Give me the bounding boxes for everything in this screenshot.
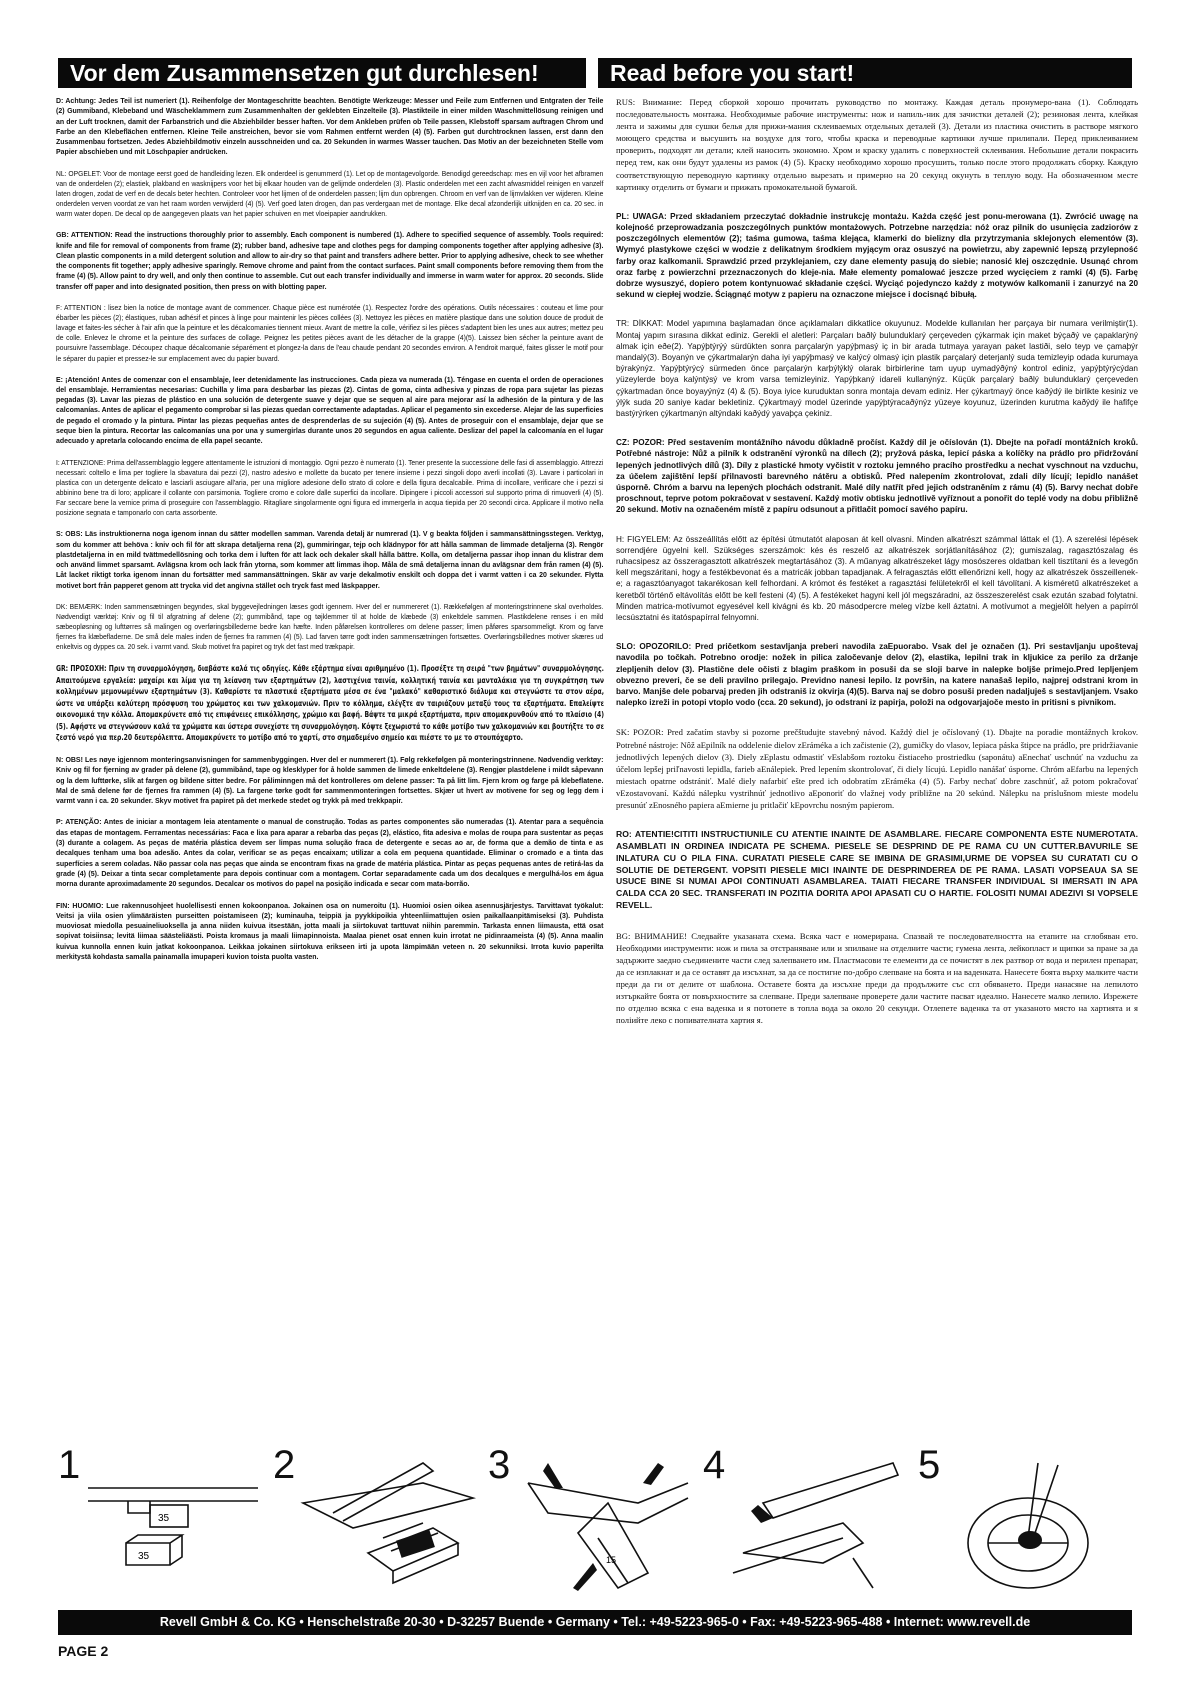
instructions-bg: BG: ВНИМАНИЕ! Следвайте указаната схема. Всяка част е номерирана. Спазвай те последователността на етапите на сглобяван ето. Необходими инструменти: нож и пила за отстраняване или и зпилване на отделните части; гумена лента, лейкопласт и щипки за пране за да задържите заедно съединените части след залепването им. Пластмасови те елементи да се почистят в лек разтвор от вода и перилен препарат, да се изплакнат и да се оставят да изсъхнат, за да се постигне по-добро слепване на боята и на ваденката. Нанесете боята върху малките части преди да ги от делите от шаблона. Оставете боята да изсъхне преди да продължите със сгл обяването. Преди нанасяне на лепилото изтъркайте боята от повърхностите за слепване. Преди залепване проверете дали частите пасват идеално. Нанесете малко лепило. Изрежете по отделно всяка с ена ваденка и я потопете в топла вода за около 20 секунди. Отлепете ваденка та от указаното място на хартията и я поліийте леко с попивателната хартия я. bbox=[616, 930, 1138, 1026]
right-column bbox=[616, 96, 1138, 1037]
footer-bar: Revell GmbH & Co. KG • Henschelstraße 20-30 • D-32257 Buende • Germany • Tel.: +49-5223-965-0 • Fax: +49-5223-965-488 • Internet: www.revell.de bbox=[58, 1610, 1132, 1635]
instructions-s: S: OBS: Läs instruktionerna noga igenom innan du sätter modellen samman. Varenda detalj är numrerad (1). V g beakta följden i sammansättningsstegen. Verktyg, som du kommer att behöva : kniv och fil för att skrapa detaljerna rena (2), gummiringar, tejp och klädnypor för att hålla samman de limmade detaljerna (3). Rengör plastdetaljerna in en mild tvättmedellösning och torka dem i luften för att lack och dekaler skall hålla bättre. Kolla, om detaljerna passar ihop innan du klistrar dem och använd limmet sparsamt. Avlägsna krom och lack från ytorna, som kommer att limmas ihop. Måla de små detaljerna innan du avlägsnar dem från ramen (4) (5). Låt lacket riktigt torka igenom innan du fortsätter med sammansättningen. Skär av varje dekalmotiv enskilt och doppa det i varmt vatten i ca 20 sekunder. Flytta motivet bort från papperet genom att trycka vid det angivna stället och tryck fast med läskpapper. bbox=[56, 529, 604, 590]
instructions-tr: TR: DİKKAT: Model yapımına başlamadan önce açıklamaları dikkatlice okuyunuz. Modelde kullanılan her parçaya bir numara verilmiştir(1). Montaj yapım sırasına dikkat ediniz. Gerekli el aletleri: Parçaları baðlý bulunduklarý çerçeveden çýkarmak için maket býçaðý ve çapaklarýný almak için eðe(2). Yapýþtýrýý sürdükten sonra parçalarýn yapýþmasý iç in bir arada tutmaya yarayan paket lastiði, selo teyp ve çamaþýr mandalý(3). Boyanýn ve çýkartmalarýn daha iyi yapýþmasý ve kalýcý olmasý için plastik parçalarý deterjanlý suda temizleyip odada kurumaya býrakýnýz. Yapýþtýrýcý sürmeden önce parçalarýn karþýlýklý olarak birbirlerine tam uyup uymadýðýný kontrol ediniz, yapýþtýrýcýdan yüzeylerde boya kalýntýsý ve krom varsa temizleyiniz. Yapýþkaný idareli kullanýnýz. Küçük parçalarý baðlý bulunduklarý çerçeveden çýkartmadan önce boyayýnýz (4) & (5). Boya iyice kuruduktan sonra montaja devam ediniz. Her çýkartmayý önce kaðýdý ile birlikte kesiniz ve ýlýk suda 20 saniye kadar bekletiniz. Çýkartmayý model üzerinde yapýþtýracaðýnýz yüzeye koyunuz, üzerinden kurutma kaðýdý ile hafifçe bastýrýrken çýkartmanýn altýndaki kaðýdý yavaþça çekiniz. bbox=[616, 319, 1138, 418]
instructions-h: H: FIGYELEM: Az összeállítás előtt az építési útmutatót alaposan át kell olvasni. Minden alkatrészt számmal láttak el (1). A szerelési lépések sorrendjére ügyelni kell. Szükséges szerszámok: kés és reszelő az alkatrészek sorjátlanításához (2); gumiszalag, ragasztószalag és ruhacsipesz az összeragasztott alkatrészek megtartásához (3). A műanyag alkatrészeket lágy mosószeres oldatban kell tisztítani és a levegőn kell megszáritani, hogy a festékbevonat és a matricák jobban tapadjanak. A felragasztás előtt ellenőrizni kell, hogy az alkatrészek összeillenek-e; a ragasztóanyagot takarékosan kell felhordani. A krómot és festéket a ragasztási felületekről el kell távolítani. A kisméretű alkatrészeket a keretből történő eltávolítás előtt be kell festeni (4) (5). A festékeket hagyni kell jól megszáradni, az összeszerelést csak ezután szabad folytatni. Minden matrica-motívumot egyesével kell kivágni és kb. 20 másodpercre meleg vízbe kell áztatni. A motívumot a megjelölt helyen a papírról lecsúsztatni és itatóspapírral felnyomni. bbox=[616, 534, 1138, 623]
step-5 bbox=[918, 1443, 1123, 1593]
header-left-title: Vor dem Zusammensetzen gut durchlesen! bbox=[58, 58, 586, 88]
instructions-gb: GB: ATTENTION: Read the instructions thoroughly prior to assembly. Each component is numbered (1). Adhere to specified sequence of assembly. Tools required: knife and file for removal of components from frame (2); rubber band, adhesive tape and clothes pegs for damping components together after applying adhesive (3). Clean plastic components in a mild detergent solution and allow to air-dry so that paint and transfers adhere better. Prior to applying adhesive, check to see whether the components fit together; apply adhesive sparingly. Remove chrome and paint from the contact surfaces. Paint small components before removing them from the frame (4) (5). Allow paint to dry well, and only then continue to assemble. Cut out each transfer individually and immerse in warm water for approx. 20 seconds. Slide transfer off paper and into designated position, then press on with blotting paper. bbox=[56, 230, 604, 291]
part-label: 15 bbox=[606, 1555, 617, 1565]
step-4-illustration bbox=[703, 1443, 908, 1593]
part-label: 35 bbox=[138, 1551, 150, 1562]
step-5-illustration bbox=[918, 1443, 1123, 1593]
assembly-steps-illustrations bbox=[58, 1443, 1133, 1593]
page-number: PAGE 2 bbox=[58, 1643, 109, 1659]
instructions-cz: CZ: POZOR: Před sestavením montážního návodu důkladně pročíst. Každý díl je očíslován (1). Dbejte na pořadí montážních kroků. Potřebné nástroje: Nůž a pilník k odstranění výronků na dílech (2); pryžová páska, lepicí páska a kolíčky na prádlo pro přidržování lepených jednotlivých dílů (3). Díly z plastické hmoty vyčistit v roztoku jemného pracího prostředku a nechat vyschnout na vzduchu, za účelem zajištění lepší přilnavosti barevného nátěru a obtisků. Před nalepením zkontrolovat, zdali díly lícují; lepidlo nanášet úsporně. Chróm a barvu na lepených plochách odstranit. Malé díly natřít před jejich odstraněním z rámu (4) (5). Barvy nechat dobře proschnout, teprve potom pokračovat v sestavení. Každý motiv obtisku jednotlivě vyříznout a ponořit do teplé vody na dobu přibližně 20 sekund. Motiv na označeném místě z papíru odsunout a přitlačit pomocí savého papíru. bbox=[616, 438, 1138, 515]
step-4 bbox=[703, 1443, 908, 1593]
step-2 bbox=[273, 1443, 478, 1593]
instructions-e: E: ¡Atención! Antes de comenzar con el ensamblaje, leer detenidamente las instrucciones. Cada pieza va numerada (1). Téngase en cuenta el orden de operaciones del ensamblaje. Herramientas necesarias: Cuchilla y lima para desbarbar las piezas (2). Cintas de goma, cinta adhesiva y pinzas de ropa para sujetar las piezas pegadas (3). Lavar las piezas de plástico en una solución de detergente suave y dejar que se sequen al aire para mejorar así la adhesión de la pintura y de las calcomanías. Antes de aplicar el pegamento comprobar si las piezas quedan correctamente adaptadas. Aplicar el pegamento sin excederse. Alejar de las superficies de pegado el cromado y la pintura. Pintar las piezas pequeñas antes de desprenderlas de su sujeción (4) (5). Antes de proseguir con el ensamblaje, dejar que se seque bien la pintura. Recortar las calcomanías una por una y sumergirlas durante unos 20 segundos en agua caliente. Deslizar del papel la calcomanía en el lugar adecuado y apretarla colocando encima de ella papel secante. bbox=[56, 374, 604, 446]
step-number: 3 bbox=[488, 1443, 511, 1487]
instructions-ro: RO: ATENTIE!CITITI INSTRUCTIUNILE CU ATENTIE INAINTE DE ASAMBLARE. FIECARE COMPONENTA ESTE NUMEROTATA. ASAMBLATI IN ORDINEA INDICATA PE SCHEMA. PIESELE SE DESPRIND DE PE RAMA CU UN CUTTER.BAVURILE SE INLATURA CU O PILA FINA. CURATATI PIESELE CARE SE IMBINA DE GRASIMI,URME DE VOPSEA SU CURATATI CU O SOLUTIE DE DETERGENT. VOPSITI PIESELE MICI INAINTE DE DESPRINDEREA DE PE RAMA. LASATI VOPSEAUA SA SE USUCE BINE SI NUMAI APOI CONTINUATI ASAMBLAREA. TAIATI FIECARE TRANSFER INDIVIDUAL SI IMERSATI IN APA CALDA CCA 20 SEC. TRANSFERATI IN POZITIA DORITA APOI APASATI CU O HARTIE. FOLOSITI NUMAI ADEZIVI SI VOPSELE REVELL. bbox=[616, 829, 1138, 910]
step-3-illustration bbox=[488, 1443, 693, 1593]
instructions-slo: SLO: OPOZORILO: Pred pričetkom sestavljanja preberi navodila zaEpuorabo. Vsak del je označen (1). Pri sestavljanju upoštevaj navodila po točkah. Potrebno orodje: nožek in pilica zaločevanje delov (2), elastika, lepilni trak in kljukice za perilo za držanje zlepljenih delov (3). Plastične dele očisti z blagim praškom in posuši da se sloji barve in nalepke boljše primejo.Pred lepljenjem obvezno preveri, če se deli pravilno prilegajo. Previdno nanesi lepilo. Iz površin, na katere nanašaš lepilo, najprej odstrani krom in barvo. Manjše dele pobarvaj preden jih odstraniš iz okvirja (4)(5). Barva naj se dobro posuši preden nadaljuješ s sestavljanjem. Vsako nalepko izreži in potopi vtoplo vodo (cca. 20 sekund), jo odstrani iz papirja, položi na odgovarjajoče mesto in pritisni s pivnikom. bbox=[616, 642, 1138, 708]
instructions-sk: SK: POZOR: Pred začatím stavby si pozorne prečštudujte stavebný návod. Každý diel je očíslovaný (1). Dbajte na poradie montážnych krokov. Potrebné nástroje: Nôž aEpilník na oddelenie dielov zEráméka a ich začistenie (2), gumičky do vlasov, lepiaca páska štipce na prádlo, pre pridržiavanie jednotlivých lepených dielov (3). Diely zEplastu odmastiť vEslabšom roztoku čistiaceho prostriedku (saponátu) aEnechať uschnúť na vzduchu za účelom lepšej priľnavosti lepidla, farieb aEnálepiek. Pred lepením skontrolovať, či diely lícujú. Lepidlo nanášať úsporne. Chróm aEfarbu na lepených miestach opatrne odstrániť. Malé diely nafarbiť ešte pred ich odobratím zEráméka (4) (5). Farby nechať dobre zaschnúť, až potom pokračovať vEzostavovaní. Každú nálepku vystrihnúť jednotlivo aEponoriť do vlažnej vody približne na 20 sekúnd. Nálepku na príslušnom mieste modelu presunúť zEnosného papiera aEmierne ju pritlačiť kEpovrchu nosným papierom. bbox=[616, 727, 1138, 811]
instructions-p: P: ATENÇÃO: Antes de iniciar a montagem leia atentamente o manual de construção. Todas as partes componentes são numeradas (1). Atentar para a sequência das etapas de montagem. Ferramentas necessárias: Faca e lixa para aparar a rebarba das peças (2), elástico, fita adesiva e molas de roupa para sustentar as peças (3) durante a colagem. As peças de matéria plástica devem ser limpas numa solução fraca de detergente e secas ao ar, de forma que a demão de tinta e as decalques tenham uma boa adesão. Antes da colar, verificar se as peças encaixam; utilizar a cola em pequena quantidade. Eliminar o cromado e a tinta das superfícies a serem coladas. Não passar cola nas peças que ainda se encontram fixas na grade de matéria plástica. Pintar as peças pequenas antes de retirá-las da grade (4) (5). Deixar a tinta secar completamente para depois continuar com a montagem. Cortar separadamente cada um dos decalques e mergulhá-los em água morna durante aproximadamente 20 segundos. Decalcar os motivos do papel na posição indicada e secar com mata-borrão. bbox=[56, 817, 604, 889]
instructions-gr: GR: ΠΡΟΣΟΧΗ: Πριν τη συναρμολόγηση, διαβάστε καλά τις οδηγίες. Κάθε εξάρτημα είναι αριθμημένο (1). Προσέξτε τη σειρά "των βημάτων" συναρμολόγησης. Απαιτούμενα εργαλεία: μαχαίρι και λίμα για τη λείανση των εξαρτημάτων (2), λαστιχένια ταινία, κολλητική ταινία και μανταλάκια για τη συγκράτηση των κολλημένων μεμονωμένων εξαρτημάτων (3). Καθαρίστε τα πλαστικά εξαρτήματα μέσα σε ένα "μαλακό" καθαριστικό διάλυμα και στεγνώστε τα στον αέρα, ώστε να υπάρξει καλύτερη πρόσφυση του χρώματος και των χαλκομανιών. Πριν το κόλλημα, ελέγξτε αν ταιριάζουν μεταξύ τους τα εξαρτήματα. Επαλείψτε οικονομικά την κόλλα. Απομακρύνετε από τις επιφάνειες επικόλλησης, χρώμιο και βαφή. Βάψτε τα μικρά εξαρτήματα, πριν απομακρυνθούν από το πλαίσιο (4) (5). Αφήστε να στεγνώσουν καλά τα χρώματα και ύστερα συνεχίστε τη συναρμολόγηση. Κόψτε ξεχωριστά το κάθε μοτίβο των χαλκομανιών και βουτήξτε το σε ζεστό νερό για περ.20 δευτερόλεπτα. Απομακρύνετε το μοτίβο από το χαρτί, στο σημαδεμένο σημείο και πιέστε το με το στουπόχαρτο. bbox=[56, 664, 604, 743]
step-number: 1 bbox=[58, 1443, 81, 1487]
instructions-nl: NL: OPGELET: Voor de montage eerst goed de handleiding lezen. Elk onderdeel is genummerd (1). Let op de montagevolgorde. Benodigd gereedschap: mes en vijl voor het afbramen van de onderdelen (2); elastiek, plakband en wasknijpers voor het bij elkaar houden van de gelijmde onderdelen (3). Plastic onderdelen met een zacht afwasmiddel reinigen en vanzelf laten drogen, zodat de verf en de decals beter hechten. Controleer voor het lijmen of de onderdelen passen; lijm dun opbrengen. Chroom en verf van de lijmvlakken ver wijderen. Kleine onderdelen verven voordat ze van het raam worden verwijderd (4) (5). Verf goed laten drogen, dan pas verdergaan met de montage. Elke decal afzonderlijk uitknijden en ca. 20 sec. in warm water dopen. De decal op de aangegeven plaats van het papier schuiven en met vloeipapier aandrukken. bbox=[56, 168, 604, 219]
part-label: 35 bbox=[158, 1513, 170, 1524]
instructions-f: F: ATTENTION : lisez bien la notice de montage avant de commencer. Chaque pièce est numérotée (1). Respectez l'ordre des opérations. Outils nécessaires : couteau et lime pour ébarber les pièces (2); élastiques, ruban adhésif et pinces à linge pour maintenir les pièces collées (3). Nettoyez les pièces en matière plastique dans une solution douce de produit de lavage et faites-les sécher à l'air afin que la peinture et les décalcomanies tiennent mieux. Avant de mettre la colle, vérifiez si les pièces s'adaptent bien les unes aux autres; mettez peu de colle. Enlevez le chrome et la peinture des surfaces de collage. Peignez les petites pièces avant de les détacher de la grappe (4)(5). Laissez bien sécher la peinture avant de poursuivre l'assemblage. Découpez chaque décalcomanie séparément et plongez-la dans de l'eau chaude pendant 20 secondes environ. A l'endroit marqué, faites glisser le motif pour le séparer du papier et pressez-le sur emplacement avec du papier buvard. bbox=[56, 303, 604, 363]
header-right-title: Read before you start! bbox=[598, 58, 1132, 88]
instructions-n: N: OBS! Les nøye igjennom monteringsanvisningen for sammenbyggingen. Hver del er nummerert (1). Følg rekkefølgen på monteringstrinnene. Nødvendig verktøy: Kniv og fil for fjerning av grader på delene (2), gummibånd, tape og klesklyper for å holde sammen de limede enkeltdelene (3). Rengjør plastdelene i mildt såpevann og la dem lufttørke, slik at fargen og bildene sitter bedre. For påliminngen må det kontrolleres om delene passer: Ta på litt lim. Fjern krom og farge på klebeflatene. Mal de små delene før de fjernes fra rammen (4) (5). La fargene tørke godt før sammenmonteringen fortsettes. Skjær ut hvert av motivene for seg og legg dem i varmt vann i ca. 20 sekunder. Skyv motivet fra papiret på det merkede stedet og trykk på med trekkpapir. bbox=[56, 754, 604, 806]
instructions-rus: RUS: Внимание: Перед сборкой хорошо прочитать руководство по монтажу. Каждая деталь пронумеро-вана (1). Соблюдать последовательность монтажа. Необходимые рабочие инструменты: нож и напиль-ник для зачистки деталей (2); резиновая лента, клейкая лента и зажимы для сушки белья для прижи-мания склеиваемых отдельных деталей (3). Детали из пластика очистить в растворе мягкого моющего средства и высушить на воздухе для того, чтобы краска и переводные картинки лучше прилипали. Перед приклеиванием проверить, подходят ли детали; клей наносить экономно. Хром и краску удалить с поверхностей склеивания. Небольшие детали покрасить перед тем, как они будут удалены из рамок (4) (5). Краску необходимо хорошо просушить, только после этого продолжать сборку. Каждую соответствующую переводную картинку отдельно вырезать и примерно на 20 секунд окунуть в теплую воду. На обозначенном месте картинку отделить от бумаги и прижать промокательной бумагой. bbox=[616, 97, 1138, 192]
instructions-pl: PL: UWAGA: Przed składaniem przeczytać dokładnie instrukcję montażu. Każda część jest ponu-merowana (1). Zwrócić uwagę na kolejność przeprowadzania poszczególnych punktów montażowych. Potrzebne narzędzia: nóż oraz pilnik do usunięcia zadziorów z poszczególnych elementów (2); taśma gumowa, taśma klejąca, klamerki do bielizny dla przytrzymania sklejonych elementów (3). Wymyć plastykowe części w wodzie z delikatnym środkiem myjącym oraz osuszyć na powietrzu, aby zapewnić lepszą przylepność farby oraz kalkomanii. Sprawdzić przed przyklejaniem, czy dane elementy pasują do siebie; nanosić klej oszczędnie. Usunąć chrom oraz farbę z powierzchni przeznaczonych do kleje-nia. Małe elementy pomalować jeszcze przed wycięciem z ramki (4) (5). Farbę dobrze wysuszyć, dopiero potem kontynuować składanie części. Wyciąć pojedynczo każdy z motywów kalkomanii i zanurzyć na 20 sekund w ciepłej wodzie. Ściągnąć motyw z papieru na oznaczone miejsce i docisnąć bibułą. bbox=[616, 211, 1138, 300]
instructions-i: I: ATTENZIONE: Prima dell'assemblaggio leggere attentamente le istruzioni di montaggio. Ogni pezzo è numerato (1). Tener presente la successione delle fasi di assemblaggio. Attrezzi necessari: coltello e lima per togliere la sbavatura dai pezzi (2), nastro adesivo e mollette da bucato per tenere insieme i pezzi singoli dopo averli incollati (3). Lavare i particolari in plastica con un detergente delicato e lasciarli asciugare all'aria, per una migliore adesione dello strato di colore e della figura decalcabile. Prima di incollare, verificare che i pezzi si abbinino bene tra di loro; applicare il collante con parsimonia. Togliere cromo e colore dalle superfici da incollare. Dipingere i piccoli accessori sul supporto prima di rimuoverli (4) (5). Far seccare bene la vernice prima di proseguire con l'assemblaggio. Ritagliare singolarmente ogni figura ed immergerla in acqua tiepida per 20 secondi circa. Applicare il motivo nella posizione segnata e tamponarlo con carta assorbente. bbox=[56, 457, 604, 518]
step-1 bbox=[58, 1443, 263, 1593]
instructions-de: D: Achtung: Jedes Teil ist numeriert (1). Reihenfolge der Montageschritte beachten. Benötigte Werkzeuge: Messer und Feile zum Entfernen und Entgraten der Teile (2) Gummiband, Klebeband und Wäscheklammern zum Zusammenhalten der geklebten Einzelteile (3). Plastikteile in einer milden Waschmittellösung reinigen und an der Luft trocknen, damit der Farbanstrich und die Abziehbilder besser haften. Vor dem Ankleben prüfen ob Teile passen, Klebstoff sparsam auftragen Chrom und Farbe an den Klebeflächen entfernen. Kleine Teile anstreichen, bevor sie vom Rahmen entfernt werden (4) (5). Farben gut durchtrocknen lassen, erst dann den Zusammenbau fortsetzen. Jedes Abziehbildmotiv einzeln ausschneiden und ca. 20 Sekunden in warmes Wasser tauchen. Das Motiv an der bezeichneten Stelle vom Papier abschieben und mit Löschpapier andrücken. bbox=[56, 96, 604, 157]
step-number: 4 bbox=[703, 1443, 726, 1487]
step-3 bbox=[488, 1443, 693, 1593]
instructions-fin: FIN: HUOMIO: Lue rakennusohjeet huolellisesti ennen kokoonpanoa. Jokainen osa on numeroitu (1). Huomioi osien oikea asennusjärjestys. Tarvittavat työkalut: Veitsi ja viila osien ylimääräisten purseitten poistamiseen (2); kuminauha, teippiä ja pyykkipoikia yhteenliimattujen osien paikallaanpitämiseksi (3). Puhdista muoviosat miedolla pesuaineliuoksella ja anna niiden kuivua itsestään, jotta maali ja siirtokuvat tarttuvat niihin paremmin. Tarkasta ennen liimausta, että osat sopivat toisiinsa; levitä liimaa säästeliäästi. Poista kromaus ja maali liimapinnoista. Maalaa pienet osat ennen kuin irrotat ne pidinraameista (4) (5). Anna maalin kuivua kunnolla ennen kuin jatkat kokoonpanoa. Leikkaa jokainen siirtokuva erikseen irti ja upota lämpimään veteen n. 20 sekunniksi. Irrota kuvio paperilta merkitystä kohdasta samalla painamalla imupaperi kuvion toista puolta vasten. bbox=[56, 900, 604, 962]
step-2-illustration bbox=[273, 1443, 478, 1593]
left-column bbox=[56, 96, 604, 973]
step-1-illustration bbox=[58, 1443, 263, 1593]
step-number: 2 bbox=[273, 1443, 296, 1487]
instructions-dk: DK: BEMÆRK: Inden sammensætningen begyndes, skal byggevejledningen læses godt igennem. Hver del er nummereret (1). Rækkefølgen af monteringstrinnene skal overholdes. Nødvendigt værktøj: Kniv og fil til afgratning af delene (2); gummibånd, tape og tøjklemmer til at holde de klæbede (3) enkeltdele sammen. Plastikdelene renses i en mild sæbeopløsning og lufttørres så malingen og overføringsbillederne bedre kan hæfte. Inden påførelsen kontrolleres om delene passer; limen påføres sparsommeligt. Krom og farve fjernes fra klæbefladerne. De små dele males inden de fjernes fra rammen (4) (5). Lad farven tørre godt inden sammensætningen fortsættes. Overføringsbillednes motiver skæres ud enkeltvis og dyppes ca. 20 sek. i varmt vand. Skub motivet fra papiret og tryk det fast med trækpapir. bbox=[56, 602, 604, 652]
step-number: 5 bbox=[918, 1443, 941, 1487]
